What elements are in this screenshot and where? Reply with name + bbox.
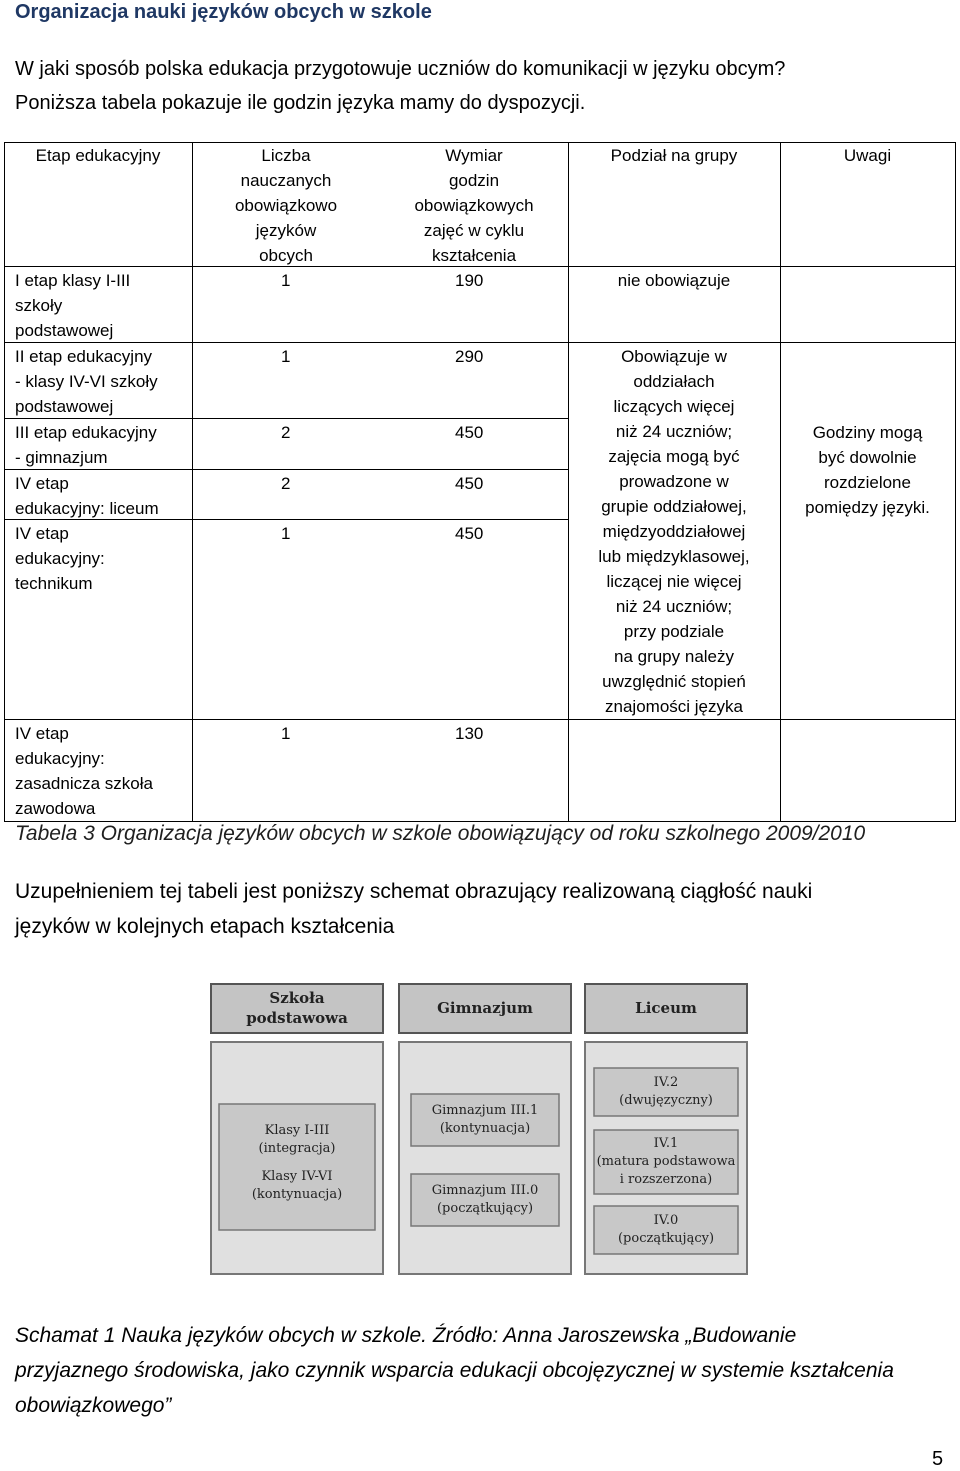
table-border <box>780 342 956 343</box>
header-szkola-podstawowa <box>211 988 383 1028</box>
row-etap <box>15 721 190 821</box>
podzial-line: liczącej nie więcej <box>606 572 742 591</box>
diagram-line: (integracja) <box>258 1141 336 1156</box>
header-line: Wymiar <box>445 146 503 165</box>
header-line: obcych <box>259 246 313 265</box>
item-iv-0 <box>594 1212 738 1248</box>
row-wymiar: 450 <box>455 474 484 493</box>
row-liczba: 1 <box>281 524 291 543</box>
page-heading: Organizacja nauki języków obcych w szkole <box>15 1 432 23</box>
table-border <box>4 719 956 720</box>
podzial-line: niż 24 uczniów; <box>615 422 733 441</box>
row-etap <box>15 420 190 470</box>
diagram-line: IV.2 <box>653 1075 679 1090</box>
item-iv-1 <box>594 1135 738 1189</box>
podzial-line: Obowiązuje w <box>621 347 727 366</box>
row-liczba: 1 <box>281 724 291 743</box>
diagram-line: IV.1 <box>653 1136 679 1151</box>
podzial-line: lub międzyklasowej, <box>598 547 750 566</box>
row-wymiar: 450 <box>455 524 484 543</box>
row-wymiar: 190 <box>455 271 484 290</box>
header-line: obowiązkowych <box>414 196 534 215</box>
diagram-line: Gimnazjum III.0 <box>431 1183 539 1198</box>
header-line: obowiązkowo <box>234 196 338 215</box>
etap-line: edukacyjny: liceum <box>15 499 159 518</box>
header-line: języków <box>255 221 317 240</box>
podzial-line: uwzględnić stopień <box>602 672 746 691</box>
diagram-line: (dwujęzyczny) <box>619 1093 713 1108</box>
item-iv-2 <box>594 1074 738 1110</box>
etap-line: - gimnazjum <box>15 448 108 467</box>
item-klasy-1-3 <box>219 1122 375 1158</box>
intro-paragraph <box>15 52 945 120</box>
etap-line: zasadnicza szkoła <box>15 774 153 793</box>
header-podzial: Podział na grupy <box>610 146 738 165</box>
header-liczba <box>192 143 380 268</box>
paragraph-line: języków w kolejnych etapach kształcenia <box>15 915 395 938</box>
row-podzial: nie obowiązuje <box>617 271 731 290</box>
paragraph-2 <box>15 874 812 944</box>
header-line: kształcenia <box>431 246 517 265</box>
diagram-line: (początkujący) <box>617 1231 715 1246</box>
podzial-line: prowadzone w <box>619 472 729 491</box>
uwagi-line: być dowolnie <box>818 448 917 467</box>
diagram-line: i rozszerzona) <box>619 1172 713 1187</box>
header-line: zajęć w cyklu <box>423 221 525 240</box>
diagram-line: (początkujący) <box>436 1201 534 1216</box>
podzial-line: znajomości języka <box>605 697 743 716</box>
hours-table <box>4 142 956 822</box>
intro-line: W jaki sposób polska edukacja przygotowuje uczniów do komunikacji w języku obcym? <box>15 58 786 80</box>
item-klasy-4-6 <box>219 1168 375 1204</box>
diagram-caption <box>15 1318 894 1423</box>
row-liczba: 2 <box>281 474 291 493</box>
etap-line: edukacyjny: <box>15 549 105 568</box>
caption-line: przyjaznego środowiska, jako czynnik wsparcia edukacji obcojęzycznej w systemie kształcenia <box>15 1359 894 1382</box>
page-number: 5 <box>932 1448 944 1470</box>
etap-line: II etap edukacyjny <box>15 347 153 366</box>
caption-line: Schamat 1 Nauka języków obcych w szkole. Źródło: Anna Jaroszewska „Budowanie <box>15 1324 797 1347</box>
intro-line: Poniższa tabela pokazuje ile godzin języka mamy do dyspozycji. <box>15 92 586 114</box>
etap-line: zawodowa <box>15 799 96 818</box>
podzial-line: liczących więcej <box>613 397 735 416</box>
diagram-line: (kontynuacja) <box>251 1187 343 1202</box>
diagram-line: Gimnazjum III.1 <box>431 1103 539 1118</box>
etap-line: edukacyjny: <box>15 749 105 768</box>
row-etap <box>15 521 190 596</box>
diagram-line: Klasy IV-VI <box>261 1169 333 1184</box>
podzial-line: przy podziale <box>623 622 725 641</box>
header-gimnazjum: Gimnazjum <box>437 999 533 1017</box>
header-liceum: Liceum <box>635 999 697 1017</box>
diagram-line: (kontynuacja) <box>439 1121 531 1136</box>
row-wymiar: 290 <box>455 347 484 366</box>
etap-line: technikum <box>15 574 93 593</box>
uwagi-line: Godziny mogą <box>812 423 923 442</box>
etap-line: IV etap <box>15 724 69 743</box>
podzial-line: zajęcia mogą być <box>608 447 740 466</box>
item-gimnazjum-3-1 <box>411 1102 559 1138</box>
row-etap <box>15 268 190 343</box>
header-uwagi: Uwagi <box>843 146 892 165</box>
header-line: godzin <box>448 171 500 190</box>
podzial-merged-text <box>568 344 780 719</box>
row-liczba: 2 <box>281 423 291 442</box>
uwagi-line: rozdzielone <box>824 473 911 492</box>
paragraph-line: Uzupełnieniem tej tabeli jest poniższy schemat obrazujący realizowaną ciągłość nauki <box>15 880 813 903</box>
row-liczba: 1 <box>281 347 291 366</box>
table-border <box>4 142 5 822</box>
header-wymiar <box>380 143 568 268</box>
item-gimnazjum-3-0 <box>411 1182 559 1218</box>
diagram-line: (matura podstawowa <box>596 1154 736 1169</box>
caption-line: obowiązkowego” <box>15 1394 172 1417</box>
etap-line: IV etap <box>15 474 69 493</box>
diagram-line: Klasy I-III <box>264 1123 330 1138</box>
table-caption: Tabela 3 Organizacja języków obcych w szkole obowiązujący od roku szkolnego 2009/2010 <box>15 822 866 845</box>
row-wymiar: 450 <box>455 423 484 442</box>
table-border <box>955 142 956 822</box>
row-etap <box>15 471 190 521</box>
header-line: Liczba <box>261 146 311 165</box>
uwagi-line: pomiędzy języki. <box>805 498 930 517</box>
row-liczba: 1 <box>281 271 291 290</box>
header-etap: Etap edukacyjny <box>35 146 161 165</box>
podzial-line: niż 24 uczniów; <box>615 597 733 616</box>
etap-line: IV etap <box>15 524 69 543</box>
podzial-line: na grupy należy <box>613 647 735 666</box>
podzial-line: grupie oddziałowej, <box>601 497 747 516</box>
podzial-line: oddziałach <box>633 372 715 391</box>
row-wymiar: 130 <box>455 724 484 743</box>
diagram-line: IV.0 <box>653 1213 679 1228</box>
diagram-line: Szkoła <box>269 989 325 1007</box>
diagram-line: podstawowa <box>246 1009 348 1027</box>
etap-line: - klasy IV-VI szkoły <box>15 372 158 391</box>
etap-line: podstawowej <box>15 397 114 416</box>
etap-line: III etap edukacyjny <box>15 423 157 442</box>
etap-line: I etap klasy I-III <box>15 271 131 290</box>
column-box <box>399 1042 571 1274</box>
row-etap <box>15 344 190 419</box>
podzial-line: międzyoddziałowej <box>602 522 746 541</box>
etap-line: szkoły <box>15 296 63 315</box>
school-levels-diagram <box>209 982 749 1279</box>
header-line: nauczanych <box>240 171 332 190</box>
etap-line: podstawowej <box>15 321 114 340</box>
uwagi-merged-text <box>780 420 955 520</box>
